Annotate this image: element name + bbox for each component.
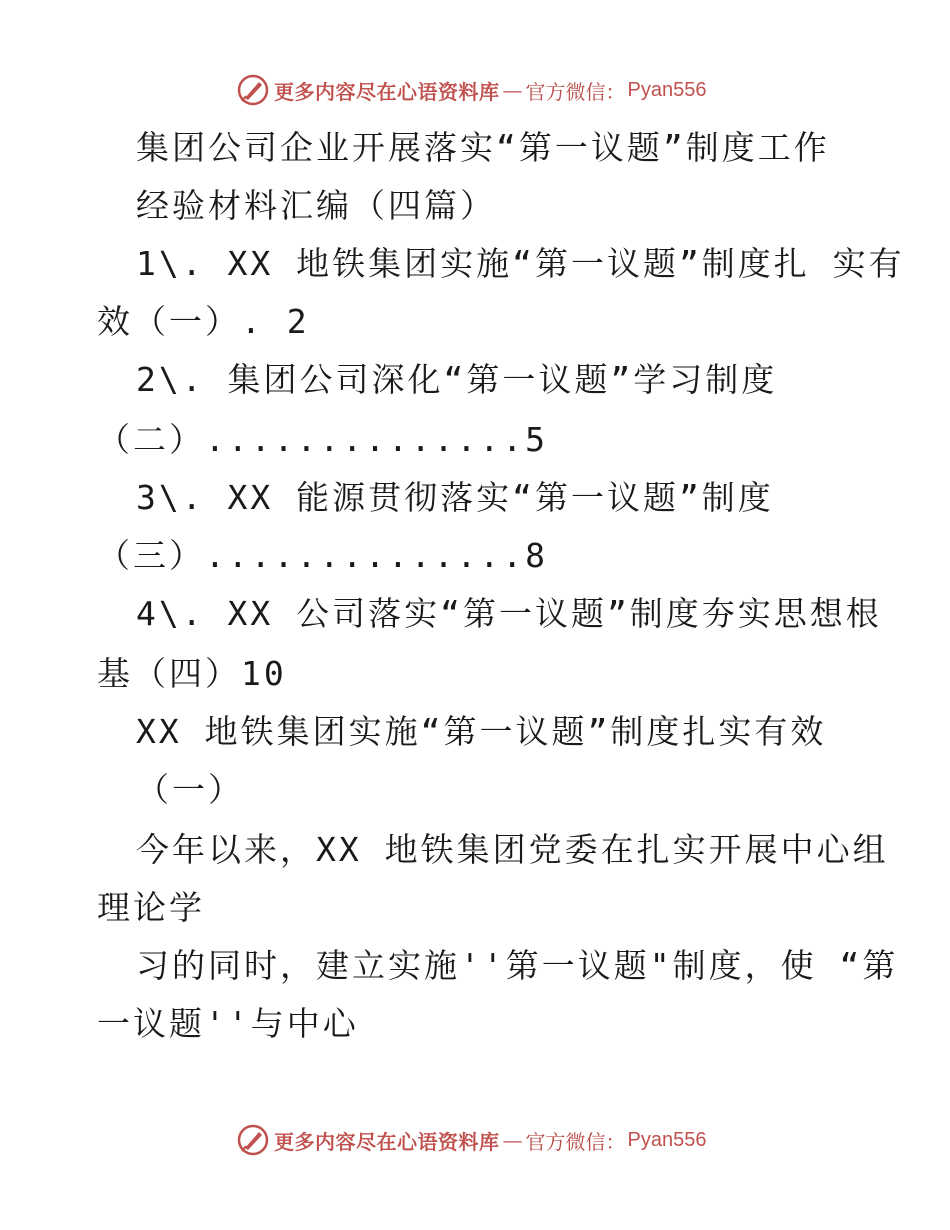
paragraph-line: 理论学 [97, 888, 205, 927]
section-title-line-1: XX 地铁集团实施“第一议题”制度扎实有效 [136, 712, 827, 751]
toc-item-2-line-2: （二）..............5 [97, 420, 549, 459]
paragraph-line: 习的同时，建立实施''第一议题"制度，使 “第 [136, 946, 899, 985]
watermark-separator: — [502, 1128, 523, 1152]
quill-pen-circle-icon [236, 1123, 270, 1157]
header-watermark [236, 72, 706, 108]
toc-item-1-line-2: 效（一）. 2 [97, 302, 310, 341]
toc-item-3-line-2: （三）..............8 [97, 536, 549, 575]
paragraph-line: 一议题''与中心 [97, 1004, 359, 1043]
watermark-wechat-id: Pyan556 [627, 78, 707, 101]
toc-item-4-line-1: 4\. XX 公司落实“第一议题”制度夯实思想根 [136, 594, 882, 633]
section-title-line-2: （一） [136, 770, 244, 809]
document-title-line-2: 经验材料汇编（四篇） [136, 186, 496, 225]
toc-item-2-line-1: 2\. 集团公司深化“第一议题”学习制度 [136, 360, 778, 399]
watermark-text: 更多内容尽在心语资料库 [274, 1129, 500, 1154]
watermark-wechat-id: Pyan556 [627, 1128, 707, 1151]
toc-item-1-line-1: 1\. XX 地铁集团实施“第一议题”制度扎 实有 [136, 244, 905, 283]
footer-watermark [236, 1122, 706, 1158]
paragraph-line: 今年以来，XX 地铁集团党委在扎实开展中心组 [136, 830, 889, 869]
quill-pen-circle-icon [236, 73, 270, 107]
document-title-line-1: 集团公司企业开展落实“第一议题”制度工作 [136, 128, 830, 167]
watermark-official-label: 官方微信： [525, 79, 626, 104]
watermark-official-label: 官方微信： [525, 1129, 626, 1154]
toc-item-4-line-2: 基（四）10 [97, 654, 287, 693]
watermark-separator: — [502, 78, 523, 102]
watermark-text: 更多内容尽在心语资料库 [274, 79, 500, 104]
toc-item-3-line-1: 3\. XX 能源贯彻落实“第一议题”制度 [136, 478, 774, 517]
